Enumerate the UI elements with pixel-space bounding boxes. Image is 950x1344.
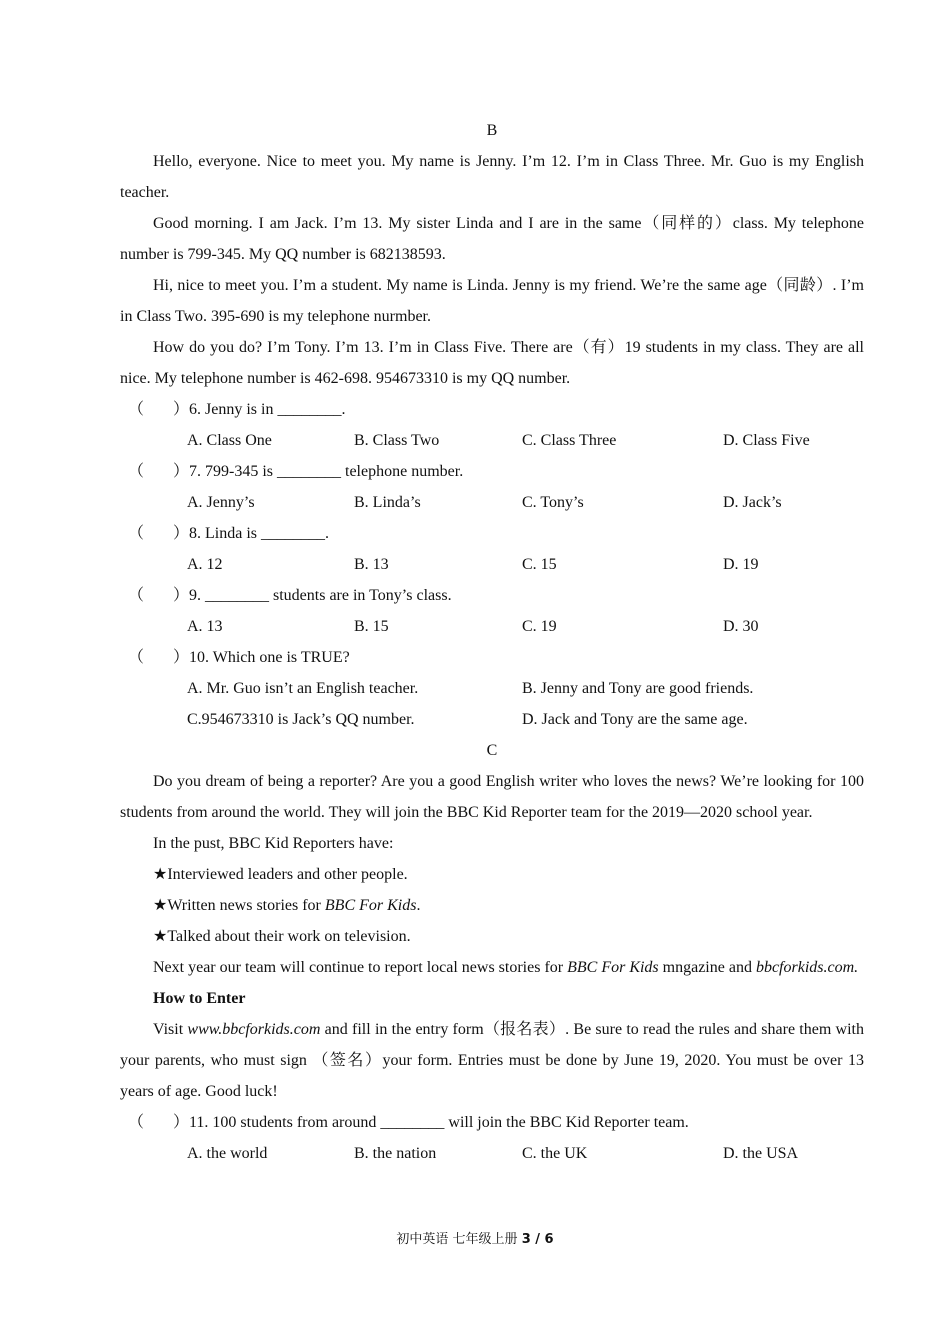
passage-c-paragraph-1: Do you dream of being a reporter? Are you a good English writer who loves the news? We’re looking for 100 students from around the world. They will join the BBC Kid Reporter team for the 2019—2020 school year.: [120, 773, 864, 821]
section-b-label: B: [486, 122, 498, 139]
answer-paren[interactable]: （: [128, 401, 145, 418]
question-10-options-row-1: [120, 673, 864, 704]
answer-paren[interactable]: （: [128, 649, 145, 666]
option-c[interactable]: C. the UK: [522, 1145, 588, 1162]
question-8-text: ）8. Linda is ________.: [173, 525, 329, 542]
option-c[interactable]: C.954673310 is Jack’s QQ number.: [187, 711, 415, 728]
passage-b-paragraph-3: Hi, nice to meet you. I’m a student. My name is Linda. Jenny is my friend. We’re the same age（同龄）. I’m in Class Two. 395-690 is my telephone nurmber.: [120, 277, 864, 325]
answer-paren[interactable]: （: [128, 463, 145, 480]
option-c[interactable]: C. 15: [522, 556, 557, 573]
question-9-text: ）9. ________ students are in Tony’s class.: [173, 587, 452, 604]
question-6-text: ）6. Jenny is in ________.: [173, 401, 346, 418]
how-to-enter-heading: How to Enter: [153, 990, 246, 1007]
option-d[interactable]: D. 19: [723, 556, 759, 573]
option-b[interactable]: B. 15: [354, 618, 389, 635]
option-d[interactable]: D. the USA: [723, 1145, 799, 1162]
page-number: 3 / 6: [521, 1232, 554, 1247]
option-b[interactable]: B. the nation: [354, 1145, 437, 1162]
star-item-3: ★Talked about their work on television.: [153, 928, 411, 945]
question-11: [120, 1107, 864, 1138]
option-a[interactable]: A. 12: [187, 556, 223, 573]
star-item-1: ★Interviewed leaders and other people.: [153, 866, 408, 883]
option-b[interactable]: B. 13: [354, 556, 389, 573]
option-c[interactable]: C. Class Three: [522, 432, 617, 449]
option-b[interactable]: B. Linda’s: [354, 494, 421, 511]
question-8-options: [120, 549, 864, 580]
passage-b-paragraph-4: How do you do? I’m Tony. I’m 13. I’m in Class Five. There are（有）19 students in my class. They are all nice. My telephone number is 462-698. 954673310 is my QQ number.: [120, 339, 864, 387]
option-b[interactable]: B. Jenny and Tony are good friends.: [522, 680, 754, 697]
question-10: [120, 642, 864, 673]
question-9: [120, 580, 864, 611]
question-10-text: ）10. Which one is TRUE?: [173, 649, 350, 666]
question-6: [120, 394, 864, 425]
passage-c-paragraph-4: Visit www.bbcforkids.com and fill in the entry form（报名表）. Be sure to read the rules and share them with your parents, who must sign （签名）your form. Entries must be done by June 19, 2020. You must be over 13 years of age. Good luck!: [120, 1021, 864, 1100]
footer-subject: 初中英语 七年级上册: [396, 1232, 522, 1247]
option-d[interactable]: D. Class Five: [723, 432, 810, 449]
option-b[interactable]: B. Class Two: [354, 432, 440, 449]
question-10-options-row-2: [120, 704, 864, 735]
option-a[interactable]: A. Class One: [187, 432, 272, 449]
question-11-text: ）11. 100 students from around ________ will join the BBC Kid Reporter team.: [173, 1114, 689, 1131]
option-a[interactable]: A. 13: [187, 618, 223, 635]
passage-b-paragraph-1: Hello, everyone. Nice to meet you. My name is Jenny. I’m 12. I’m in Class Three. Mr. Guo is my English teacher.: [120, 153, 864, 201]
question-7: [120, 456, 864, 487]
option-d[interactable]: D. Jack and Tony are the same age.: [522, 711, 748, 728]
question-8: [120, 518, 864, 549]
passage-c-paragraph-3: Next year our team will continue to report local news stories for BBC For Kids mngazine and bbcforkids.com.: [153, 959, 859, 976]
passage-c-paragraph-2: In the pust, BBC Kid Reporters have:: [153, 835, 394, 852]
option-a[interactable]: A. Jenny’s: [187, 494, 255, 511]
section-c-label: C: [486, 742, 498, 759]
option-c[interactable]: C. 19: [522, 618, 557, 635]
option-c[interactable]: C. Tony’s: [522, 494, 584, 511]
question-7-text: ）7. 799-345 is ________ telephone number.: [173, 463, 464, 480]
question-6-options: [120, 425, 864, 456]
answer-paren[interactable]: （: [128, 587, 145, 604]
page-footer: [0, 1228, 950, 1247]
option-a[interactable]: A. the world: [187, 1145, 268, 1162]
option-a[interactable]: A. Mr. Guo isn’t an English teacher.: [187, 680, 419, 697]
document-page: [120, 115, 864, 1169]
passage-b-paragraph-2: Good morning. I am Jack. I’m 13. My sister Linda and I are in the same（同样的）class. My telephone number is 799-345. My QQ number is 682138593.: [120, 215, 864, 263]
question-7-options: [120, 487, 864, 518]
answer-paren[interactable]: （: [128, 525, 145, 542]
question-11-options: [120, 1138, 864, 1169]
option-d[interactable]: D. Jack’s: [723, 494, 782, 511]
question-9-options: [120, 611, 864, 642]
answer-paren[interactable]: （: [128, 1114, 145, 1131]
option-d[interactable]: D. 30: [723, 618, 759, 635]
star-item-2: ★Written news stories for BBC For Kids.: [153, 897, 421, 914]
